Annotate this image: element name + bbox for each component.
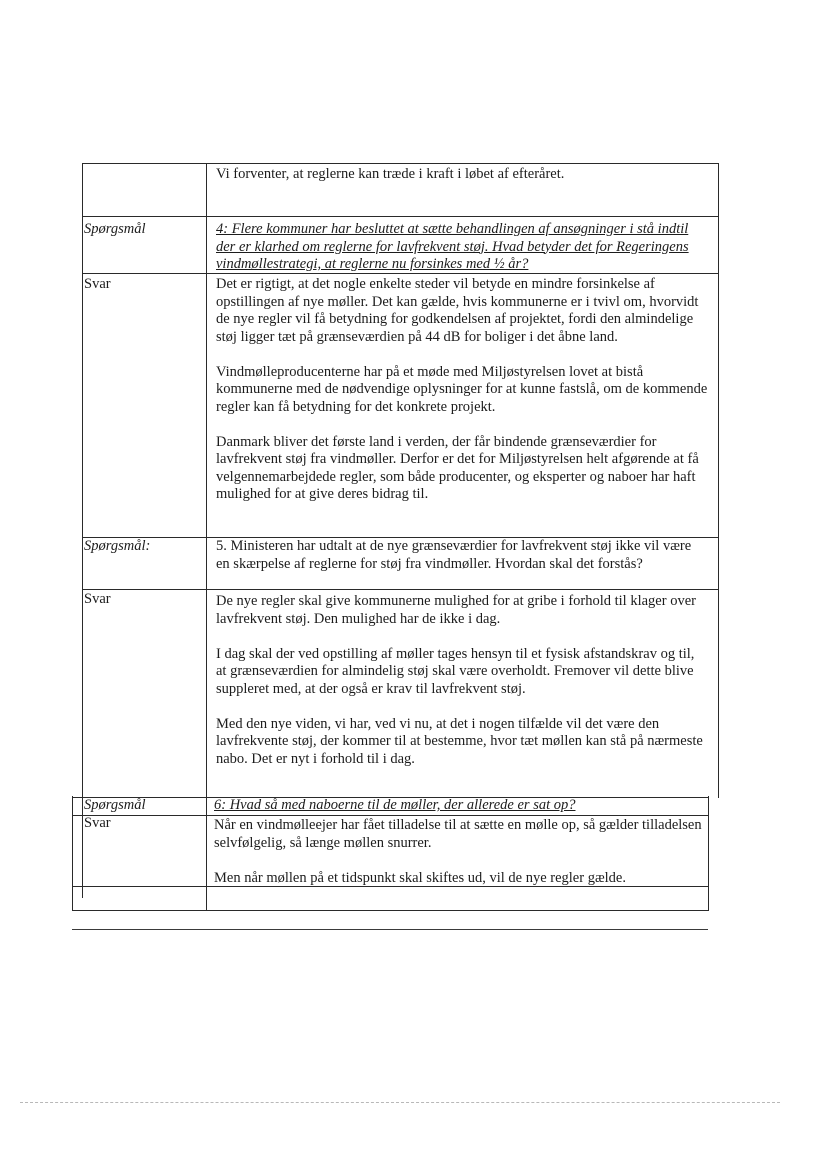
table-left-border-lower [72, 796, 73, 911]
answer-5-text [216, 593, 708, 768]
question-5-text [216, 538, 708, 573]
paragraph: Danmark bliver det første land i verden, der får bindende grænseværdier for lavfrekvent støj fra vindmøller. Derfor er det for Miljøstyrelsen helt afgørende at få velgennemarbejdede regler, som både producenter, og eksperter og naboer har haft mulighed for at give deres bidrag til. [216, 433, 699, 502]
question-6-text [214, 797, 706, 815]
answer-6-text [214, 817, 706, 887]
paragraph: I dag skal der ved opstilling af møller tages hensyn til et fysisk afstandskrav og til, at grænseværdien for almindelig støj skal være overholdt. Fremover vil dette blive suppleret med, at der også er krav til lavfrekvent støj. [216, 645, 695, 697]
scan-artifact-line [20, 1102, 780, 1103]
question-label: Spørgsmål [84, 797, 146, 813]
paragraph: Vindmølleproducenterne har på et møde med Miljøstyrelsen lovet at bistå kommunerne med de nødvendige oplysninger for at kunne fastslå, om de kommende regler kan få betydning for det konkrete projekt. [216, 363, 708, 415]
answer-4-text [216, 276, 708, 504]
paragraph: Når en vindmølleejer har fået tilladelse til at sætte en mølle op, så gælder tilladelsen selvfølgelig, så længe møllen snurrer. [214, 817, 702, 851]
row-0-answer [216, 166, 708, 184]
paragraph: 6: Hvad så med naboerne til de møller, der allerede er sat op? [214, 797, 576, 813]
paragraph: Med den nye viden, vi har, ved vi nu, at det i nogen tilfælde vil det være den lavfrekvente støj, der kommer til at bestemme, hvor tæt møllen kan stå på nærmeste nabo. Det er nyt i forhold til i dag. [216, 715, 703, 767]
paragraph: 5. Ministeren har udtalt at de nye grænseværdier for lavfrekvent støj ikke vil være en skærpelse af reglerne for støj fra vindmøller. Hvordan skal det forstås? [216, 538, 692, 572]
answer-label: Svar [84, 276, 111, 292]
question-4-text [216, 221, 708, 274]
row-divider [82, 216, 719, 217]
paragraph: Vi forventer, at reglerne kan træde i kraft i løbet af efteråret. [216, 166, 565, 182]
question-label: Spørgsmål: [84, 538, 151, 554]
row-divider [82, 589, 719, 590]
question-label: Spørgsmål [84, 221, 146, 237]
paragraph: 4: Flere kommuner har besluttet at sætte behandlingen af ansøgninger i stå indtil der er klarhed om reglerne for lavfrekvent støj. Hvad betyder det for Regeringens vindmøllestrategi, at reglerne nu forsinkes med ½ år? [216, 221, 689, 272]
table-right-border [718, 163, 719, 798]
answer-label: Svar [84, 591, 111, 607]
paragraph: De nye regler skal give kommunerne mulighed for at gribe i forhold til klager over lavfrekvent støj. Den mulighed har de ikke i dag. [216, 593, 696, 627]
table-right-border-lower [708, 796, 709, 911]
answer-label: Svar [84, 815, 111, 831]
paragraph: Det er rigtigt, at det nogle enkelte steder vil betyde en mindre forsinkelse af opstillingen af nye møller. Det kan gælde, hvis kommunerne er i tvivl om, hvorvidt de nye regler vil få betydning for godkendelsen af projektet, fordi den almindelige støj ligger tæt på grænseværdien på 44 dB for boliger i det åbne land. [216, 276, 699, 345]
table-top-border [82, 163, 719, 164]
paragraph: Men når møllen på et tidspunkt skal skiftes ud, vil de nye regler gælde. [214, 869, 626, 886]
table-bottom-border [72, 910, 709, 911]
page-bottom-rule [72, 929, 708, 930]
